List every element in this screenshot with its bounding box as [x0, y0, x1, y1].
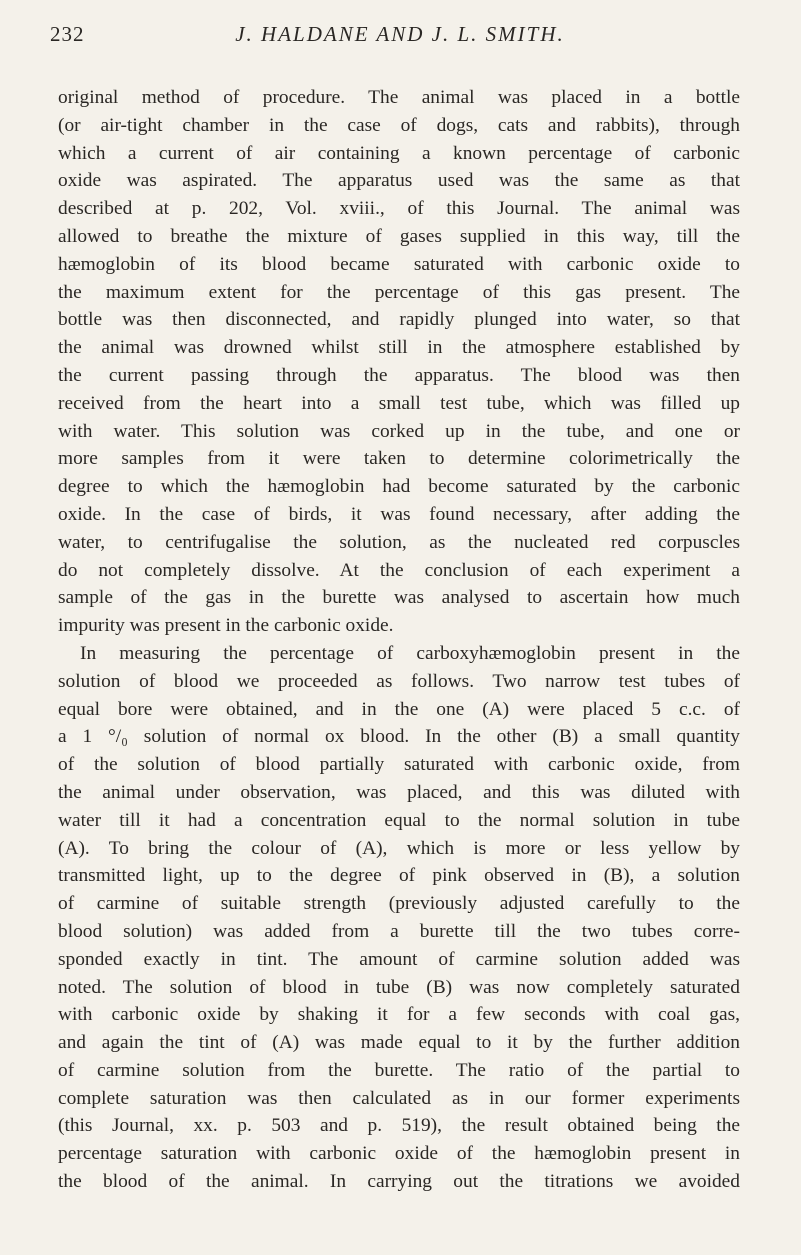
text-line: transmitted light, up to the degree of pink observed in (B), a solution [58, 865, 740, 887]
text-line: water, to centrifugalise the solution, as the nucleated red corpuscles [58, 531, 740, 553]
text-line: allowed to breathe the mixture of gases supplied in this way, till the [58, 225, 740, 247]
text-line: the current passing through the apparatus. The blood was then [58, 364, 740, 386]
text-line: (or air-tight chamber in the case of dogs, cats and rabbits), through [58, 114, 740, 136]
text-line: received from the heart into a small test tube, which was filled up [58, 392, 740, 414]
text-line: and again the tint of (A) was made equal to it by the further addition [58, 1032, 740, 1054]
text-line: percentage saturation with carbonic oxide of the hæmoglobin present in [58, 1143, 740, 1165]
text-line: water till it had a concentration equal to the normal solution in tube [58, 809, 740, 831]
text-line: of carmine solution from the burette. The ratio of the partial to [58, 1059, 740, 1081]
text-line: complete saturation was then calculated as in our former experiments [58, 1087, 740, 1109]
text-line: the animal was drowned whilst still in the atmosphere established by [58, 337, 740, 359]
text-line: of the solution of blood partially saturated with carbonic oxide, from [58, 754, 740, 776]
text-line: blood solution) was added from a burette till the two tubes corre- [58, 920, 740, 942]
text-line: with water. This solution was corked up in the tube, and one or [58, 420, 740, 442]
text-line: the animal under observation, was placed, and this was diluted with [58, 781, 740, 803]
text-line: original method of procedure. The animal was placed in a bottle [58, 87, 740, 108]
text-line: with carbonic oxide by shaking it for a few seconds with coal gas, [58, 1004, 740, 1026]
text-line: oxide. In the case of birds, it was found necessary, after adding the [58, 503, 740, 525]
text-line: of carmine of suitable strength (previously adjusted carefully to the [58, 893, 740, 915]
text-line: described at p. 202, Vol. xviii., of this Journal. The animal was [58, 198, 740, 220]
text-line: which a current of air containing a known percentage of carbonic [58, 142, 740, 164]
text-line: more samples from it were taken to determine colorimetrically the [58, 448, 740, 470]
text-line: a 1 °/₀ solution of normal ox blood. In the other (B) a small quantity [58, 726, 740, 748]
text-line: solution of blood we proceeded as follows. Two narrow test tubes of [58, 670, 740, 692]
text-line: bottle was then disconnected, and rapidly plunged into water, so that [58, 309, 740, 331]
text-line: the blood of the animal. In carrying out the titrations we avoided [58, 1171, 740, 1193]
text-line: sample of the gas in the burette was analysed to ascertain how much [58, 587, 740, 609]
text-line: hæmoglobin of its blood became saturated with carbonic oxide to [58, 253, 740, 275]
text-line: degree to which the hæmoglobin had become saturated by the carbonic [58, 476, 740, 498]
text-line: the maximum extent for the percentage of this gas present. The [58, 281, 740, 303]
text-line: (A). To bring the colour of (A), which is more or less yellow by [58, 837, 740, 859]
text-line: In measuring the percentage of carboxyhæmoglobin present in the [80, 642, 740, 664]
text-line: do not completely dissolve. At the conclusion of each experiment a [58, 559, 740, 581]
text-line: sponded exactly in tint. The amount of carmine solution added was [58, 948, 740, 970]
body-text [58, 84, 740, 1196]
page-number: 232 [50, 22, 85, 46]
text-line: noted. The solution of blood in tube (B) was now completely saturated [58, 976, 740, 998]
page-header [50, 22, 750, 56]
text-line: impurity was present in the carbonic oxide. [58, 615, 394, 637]
text-line: equal bore were obtained, and in the one (A) were placed 5 c.c. of [58, 698, 740, 720]
text-line: (this Journal, xx. p. 503 and p. 519), the result obtained being the [58, 1115, 740, 1137]
running-head: J. HALDANE AND J. L. SMITH. [235, 22, 565, 46]
text-line: oxide was aspirated. The apparatus used was the same as that [58, 170, 740, 192]
